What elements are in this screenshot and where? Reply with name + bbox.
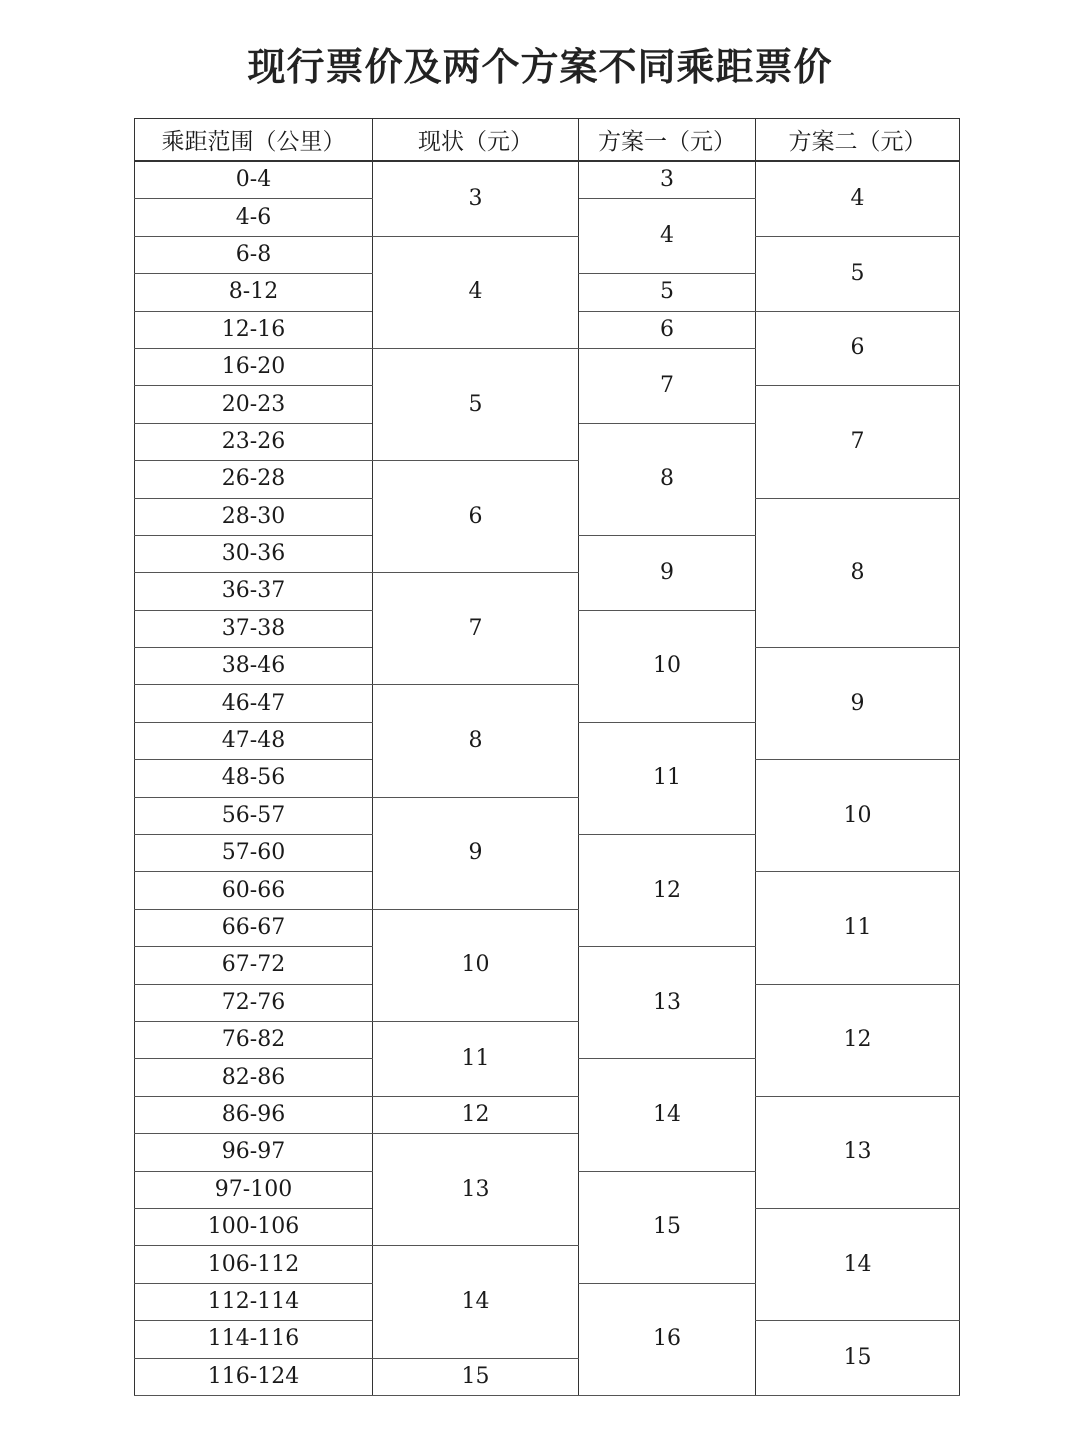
plan1-price-cell: 4 [579,199,756,274]
plan2-price-cell: 15 [756,1321,960,1396]
plan2-price-cell: 12 [756,984,960,1096]
current-price-cell: 8 [373,685,579,797]
current-price-cell: 13 [373,1134,579,1246]
table-row [135,161,960,199]
distance-cell: 67-72 [135,947,373,984]
current-price-cell: 4 [373,236,579,348]
current-price-cell: 12 [373,1096,579,1133]
distance-cell: 38-46 [135,648,373,685]
fare-table [134,118,960,1396]
plan2-price-cell: 8 [756,498,960,648]
plan2-price-cell: 9 [756,648,960,760]
plan2-price-cell: 4 [756,161,960,236]
plan1-price-cell: 6 [579,311,756,348]
plan2-price-cell: 5 [756,236,960,311]
distance-cell: 20-23 [135,386,373,423]
plan2-price-cell: 13 [756,1096,960,1208]
distance-cell: 47-48 [135,722,373,759]
page-title: 现行票价及两个方案不同乘距票价 [247,45,833,89]
plan1-price-cell: 14 [579,1059,756,1171]
current-price-cell: 5 [373,348,579,460]
current-price-cell: 9 [373,797,579,909]
distance-cell: 12-16 [135,311,373,348]
fare-table-body [135,161,960,1395]
table-row [135,236,960,273]
distance-cell: 26-28 [135,461,373,498]
distance-cell: 86-96 [135,1096,373,1133]
plan1-price-cell: 13 [579,947,756,1059]
plan1-price-cell: 10 [579,610,756,722]
current-price-cell: 10 [373,909,579,1021]
plan2-price-cell: 6 [756,311,960,386]
table-row [135,1096,960,1133]
distance-cell: 23-26 [135,423,373,460]
distance-cell: 37-38 [135,610,373,647]
distance-cell: 46-47 [135,685,373,722]
distance-cell: 30-36 [135,535,373,572]
plan1-price-cell: 5 [579,274,756,311]
plan1-price-cell: 3 [579,161,756,199]
distance-cell: 16-20 [135,348,373,385]
header-plan2: 方案二（元） [756,119,960,162]
plan2-price-cell: 7 [756,386,960,498]
plan1-price-cell: 9 [579,535,756,610]
distance-cell: 82-86 [135,1059,373,1096]
current-price-cell: 14 [373,1246,579,1358]
distance-cell: 112-114 [135,1283,373,1320]
current-price-cell: 15 [373,1358,579,1395]
distance-cell: 57-60 [135,835,373,872]
plan1-price-cell: 11 [579,722,756,834]
distance-cell: 114-116 [135,1321,373,1358]
plan1-price-cell: 15 [579,1171,756,1283]
plan1-price-cell: 12 [579,835,756,947]
current-price-cell: 7 [373,573,579,685]
plan1-price-cell: 8 [579,423,756,535]
distance-cell: 28-30 [135,498,373,535]
header-plan1: 方案一（元） [579,119,756,162]
header-row [135,119,960,162]
plan1-price-cell: 16 [579,1283,756,1395]
plan2-price-cell: 10 [756,760,960,872]
distance-cell: 66-67 [135,909,373,946]
distance-cell: 60-66 [135,872,373,909]
distance-cell: 0-4 [135,161,373,199]
plan1-price-cell: 7 [579,348,756,423]
distance-cell: 97-100 [135,1171,373,1208]
distance-cell: 48-56 [135,760,373,797]
current-price-cell: 11 [373,1021,579,1096]
distance-cell: 106-112 [135,1246,373,1283]
distance-cell: 6-8 [135,236,373,273]
current-price-cell: 6 [373,461,579,573]
distance-cell: 56-57 [135,797,373,834]
distance-cell: 76-82 [135,1021,373,1058]
distance-cell: 96-97 [135,1134,373,1171]
header-current: 现状（元） [373,119,579,162]
distance-cell: 72-76 [135,984,373,1021]
current-price-cell: 3 [373,161,579,236]
distance-cell: 36-37 [135,573,373,610]
header-distance: 乘距范围（公里） [135,119,373,162]
distance-cell: 100-106 [135,1208,373,1245]
plan2-price-cell: 14 [756,1208,960,1320]
distance-cell: 116-124 [135,1358,373,1395]
plan2-price-cell: 11 [756,872,960,984]
distance-cell: 4-6 [135,199,373,236]
distance-cell: 8-12 [135,274,373,311]
